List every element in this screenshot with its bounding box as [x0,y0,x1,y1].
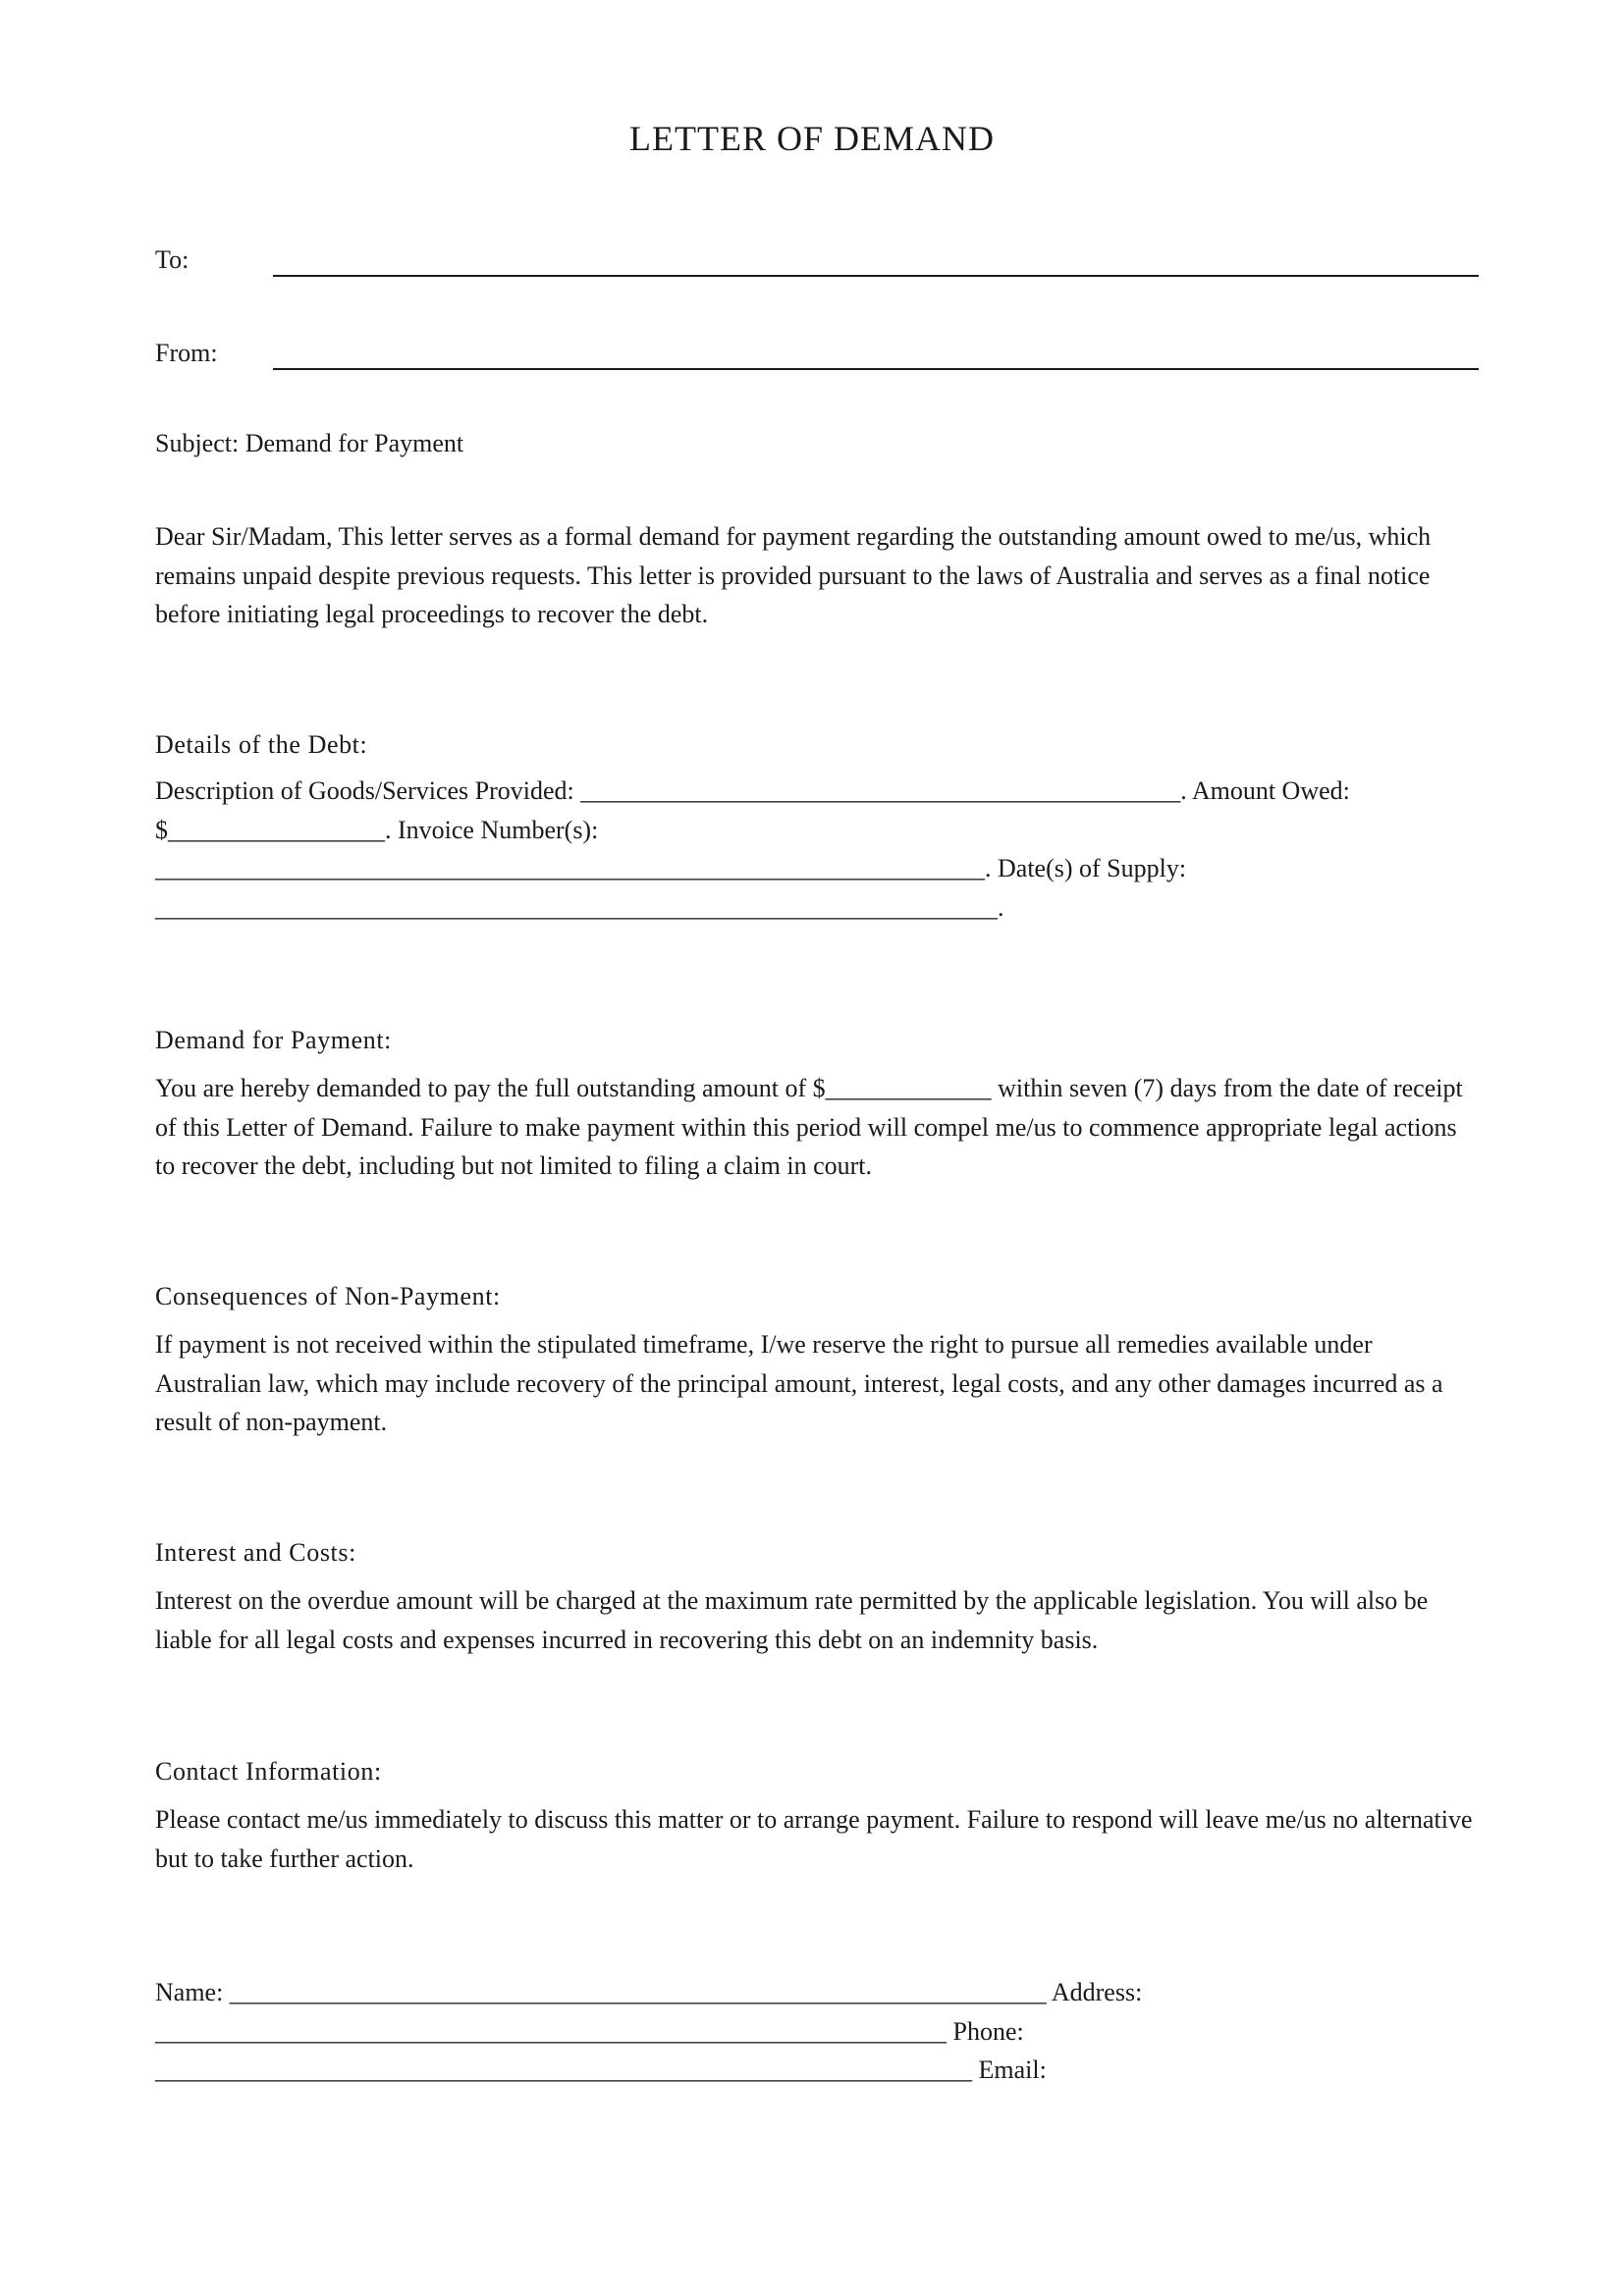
consequences-heading: Consequences of Non-Payment: [155,1282,501,1310]
subject-line: Subject: Demand for Payment [155,429,464,457]
signature-block [155,1973,1481,2090]
signature-line-phone: ________________________________________________________________ Email: [155,2056,1047,2084]
interest-heading: Interest and Costs: [155,1538,356,1567]
document-title: LETTER OF DEMAND [629,119,995,158]
intro-paragraph: Dear Sir/Madam, This letter serves as a formal demand for payment regarding the outstanding amount owed to me/us, which remains unpaid despite previous requests. This letter is provided pursuant to the laws of Australia and serves as a final notice before initiating legal proceedings to recover the debt. [155,522,1432,628]
debt-line-supply: __________________________________________________________________. [155,892,1004,922]
interest-paragraph: Interest on the overdue amount will be charged at the maximum rate permitted by the applicable legislation. You will also be liable for all legal costs and expenses incurred in recovering this debt on an indemnity basis. [155,1586,1429,1654]
consequences-paragraph: If payment is not received within the stipulated timeframe, I/we reserve the right to pursue all remedies available under Australian law, which may include recovery of the principal amount, interest, legal costs, and any other damages incurred as a result of non-payment. [155,1330,1443,1436]
contact-paragraph: Please contact me/us immediately to discuss this matter or to arrange payment. Failure to respond will leave me/us no alternative but to take further action. [155,1805,1473,1873]
demand-paragraph: You are hereby demanded to pay the full outstanding amount of $_____________ within seven (7) days from the date of receipt of this Letter of Demand. Failure to make payment within this period will compel me/us to commence appropriate legal actions to recover the debt, including but not limited to filing a claim in court. [155,1074,1463,1180]
signature-line-address: ______________________________________________________________ Phone: [155,2016,1024,2046]
debt-details [155,772,1481,927]
signature-line-name: Name: ________________________________________________________________ Address: [155,1978,1143,2006]
to-blank-line [273,275,1479,277]
contact-heading: Contact Information: [155,1757,382,1786]
from-label: From: [155,339,218,367]
debt-line-invoice: _________________________________________________________________. Date(s) of Supply: [155,854,1187,882]
to-field [155,236,1479,275]
to-label: To: [155,245,189,274]
debt-heading: Details of the Debt: [155,730,368,759]
from-blank-line [273,368,1479,370]
demand-heading: Demand for Payment: [155,1026,393,1054]
debt-line-amount: $_________________. Invoice Number(s): [155,815,599,844]
debt-line-description: Description of Goods/Services Provided: _______________________________________________. Amount Owed: [155,776,1350,805]
from-field [155,329,1479,368]
